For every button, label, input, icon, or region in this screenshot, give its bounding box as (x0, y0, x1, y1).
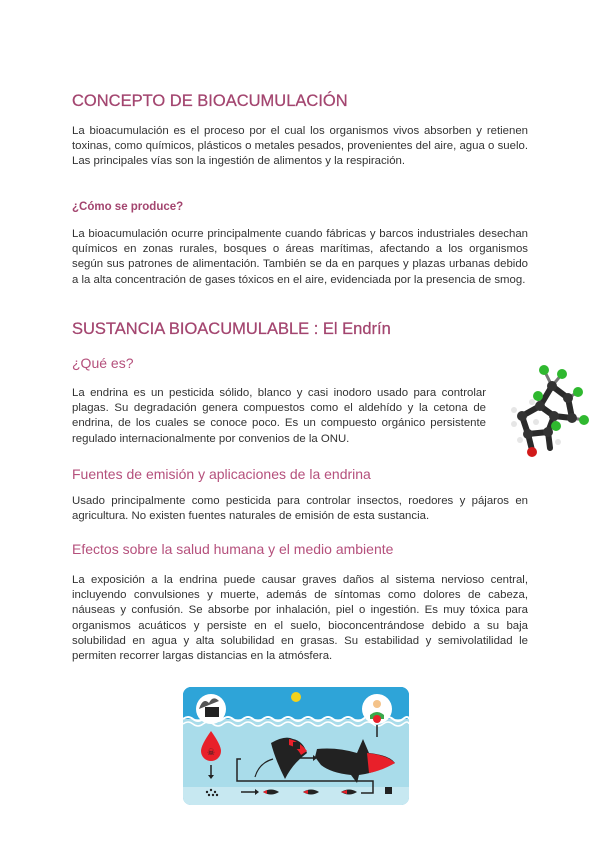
endrin-molecule-image (492, 358, 592, 458)
what-is-paragraph: La endrina es un pesticida sólido, blanco y casi inodoro usado para controlar plagas. Su degradación genera compuestos como el aldehído y la cetona de endrina, de los cuales se conoce poco. Es un compuesto orgánico persistente regulado internacionalmente por convenios de la ONU. (72, 387, 486, 445)
sun-icon (291, 692, 301, 702)
concept-paragraph: La bioacumulación es el proceso por el cual los organismos vivos absorben y retienen toxinas, como químicos, plásticos o metales pesados, provenientes del aire, agua o suelo. Las principales vías son la ingestión de alimentos y la respiración. (72, 125, 528, 168)
health-effects-heading: Efectos sobre la salud humana y el medio ambiente (72, 541, 394, 557)
how-produced-paragraph: La bioacumulación ocurre principalmente cuando fábricas y barcos industriales desechan químicos en zonas rurales, bosques o áreas marítimas, afectando a los organismos según sus patrones de alimentación. También se da en parques y plazas urbanas debido a la alta concentración de gases tóxicos en el aire, evidenciada por la presencia de smog. (72, 228, 528, 286)
what-is-heading: ¿Qué es? (72, 355, 134, 371)
section-title-endrin: SUSTANCIA BIOACUMULABLE : El Endrín (72, 320, 391, 338)
health-effects-paragraph: La exposición a la endrina puede causar graves daños al sistema nervioso central, incluyendo convulsiones y muerte, además de síntomas como dolores de cabeza, náuseas y confusión. Se absorbe por inhalación, piel o ingestión. Es muy tóxica para organismos acuáticos y persiste en el suelo, bioconcentrándose debido a su baja solubilidad en agua y alta solubilidad en grasas. Su estabilidad y semivolatilidad le permiten recorrer largas distancias en la atmósfera. (72, 574, 528, 663)
bioaccumulation-infographic (183, 687, 409, 805)
how-produced-heading: ¿Cómo se produce? (72, 201, 184, 213)
section-title-bioaccumulation-concept: CONCEPTO DE BIOACUMULACIÓN (72, 92, 348, 110)
svg-text:☠: ☠ (206, 747, 216, 757)
food-chain-illustration (183, 687, 409, 805)
emission-sources-paragraph: Usado principalmente como pesticida para controlar insectos, roedores y pájaros en agricultura. No existen fuentes naturales de emisión de esta sustancia. (72, 495, 528, 523)
emission-sources-heading: Fuentes de emisión y aplicaciones de la endrina (72, 466, 371, 482)
